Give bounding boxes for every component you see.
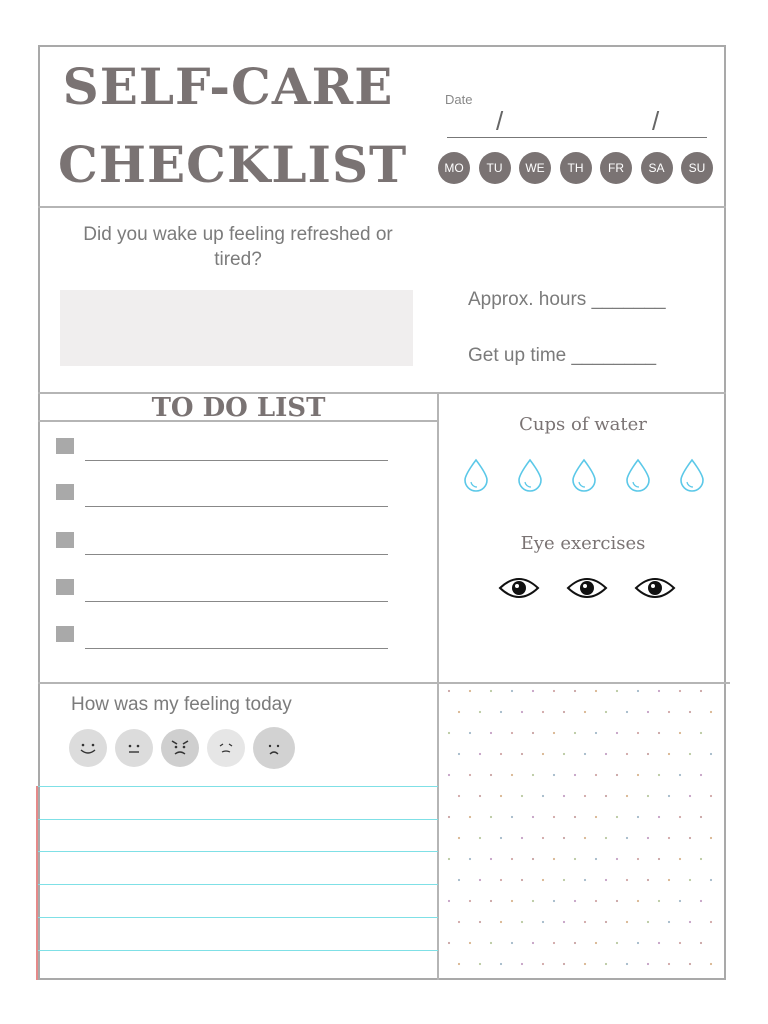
todo-checkbox[interactable]	[56, 626, 74, 642]
ruled-line	[38, 950, 438, 951]
water-drop-icon[interactable]	[462, 458, 490, 492]
date-separator: /	[496, 106, 504, 136]
ruled-line	[38, 786, 438, 787]
approx-hours-field[interactable]: Approx. hours _______	[468, 289, 666, 310]
date-line[interactable]	[447, 137, 707, 138]
sleep-question: Did you wake up feeling refreshed or tired?	[83, 224, 393, 270]
todo-line[interactable]	[85, 506, 388, 507]
page-title-line2: CHECKLIST	[58, 135, 408, 194]
ruled-line	[38, 819, 438, 820]
ruled-line	[38, 851, 438, 852]
weekday-selector	[438, 152, 713, 184]
todo-title: TO DO LIST	[151, 393, 326, 423]
water-drop-icon[interactable]	[516, 458, 544, 492]
get-up-time-field[interactable]: Get up time ________	[468, 345, 657, 366]
eye-icon[interactable]	[634, 574, 676, 602]
water-drop-icon[interactable]	[570, 458, 598, 492]
todo-line[interactable]	[85, 601, 388, 602]
ruled-line	[38, 884, 438, 885]
day-badge-mo[interactable]: MO	[438, 152, 470, 184]
date-separator: /	[652, 106, 660, 136]
day-badge-sa[interactable]: SA	[641, 152, 673, 184]
eye-exercises	[498, 574, 676, 602]
todo-checkbox[interactable]	[56, 579, 74, 595]
worried-face-icon[interactable]	[207, 729, 245, 767]
angry-face-icon[interactable]	[161, 729, 199, 767]
journal-ruled-area[interactable]	[38, 786, 438, 980]
eye-icon[interactable]	[566, 574, 608, 602]
feeling-title: How was my feeling today	[71, 694, 292, 715]
todo-line[interactable]	[85, 648, 388, 649]
neutral-face-icon[interactable]	[115, 729, 153, 767]
dot-grid-notes[interactable]	[441, 685, 725, 979]
day-badge-we[interactable]: WE	[519, 152, 551, 184]
eye-icon[interactable]	[498, 574, 540, 602]
todo-checkbox[interactable]	[56, 532, 74, 548]
happy-face-icon[interactable]	[69, 729, 107, 767]
margin-line	[36, 786, 38, 980]
page-title-line1: SELF-CARE	[62, 57, 394, 116]
ruled-line	[38, 917, 438, 918]
day-badge-fr[interactable]: FR	[600, 152, 632, 184]
date-label: Date	[445, 92, 473, 107]
todo-checkbox[interactable]	[56, 484, 74, 500]
day-badge-tu[interactable]: TU	[479, 152, 511, 184]
sad-face-icon[interactable]	[253, 727, 295, 769]
day-badge-su[interactable]: SU	[681, 152, 713, 184]
todo-line[interactable]	[85, 460, 388, 461]
todo-checkbox[interactable]	[56, 438, 74, 454]
divider	[38, 206, 726, 208]
day-badge-th[interactable]: TH	[560, 152, 592, 184]
todo-line[interactable]	[85, 554, 388, 555]
water-drop-icon[interactable]	[678, 458, 706, 492]
water-title: Cups of water	[519, 414, 647, 435]
water-drop-icon[interactable]	[624, 458, 652, 492]
eye-exercises-title: Eye exercises	[520, 533, 646, 554]
mood-selector	[69, 729, 295, 769]
divider	[38, 682, 730, 684]
water-cups	[462, 458, 706, 492]
sleep-answer-box[interactable]	[60, 290, 413, 366]
